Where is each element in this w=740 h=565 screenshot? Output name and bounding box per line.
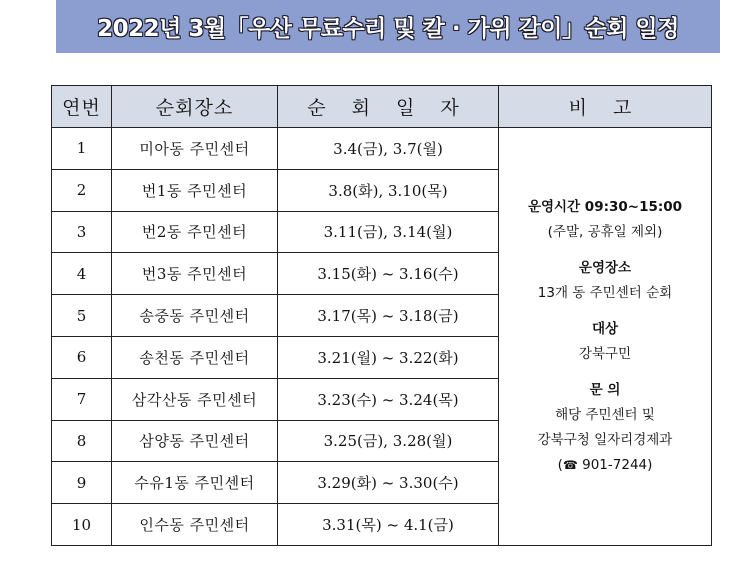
row-number: 8 [52, 420, 112, 462]
note-location-value: 13개 동 주민센터 순회 [537, 285, 673, 302]
header-date: 순 회 일 자 [278, 86, 499, 128]
row-place: 인수동 주민센터 [112, 504, 278, 546]
row-place: 번1동 주민센터 [112, 169, 278, 211]
page-title: 2022년 3월「우산 무료수리 및 칼 · 가위 갈이」순회 일정 [97, 16, 679, 42]
row-number: 5 [52, 295, 112, 337]
schedule-table [51, 85, 712, 546]
note-inquiry-line1: 해당 주민센터 및 [555, 406, 655, 423]
note-phone-number: 901-7244 [582, 456, 648, 473]
note-inquiry-line2: 강북구청 일자리경제과 [537, 431, 673, 448]
row-place: 수유1동 주민센터 [112, 462, 278, 504]
header-place: 순회장소 [112, 86, 278, 128]
row-date: 3.21(월) ~ 3.22(화) [278, 336, 499, 378]
row-number: 6 [52, 336, 112, 378]
header-note: 비 고 [499, 86, 712, 128]
row-number: 1 [52, 128, 112, 170]
row-place: 번2동 주민센터 [112, 211, 278, 253]
table-header-row [52, 86, 712, 128]
row-date: 3.29(화) ~ 3.30(수) [278, 462, 499, 504]
table-row [52, 128, 712, 170]
row-place: 삼양동 주민센터 [112, 420, 278, 462]
row-date: 3.4(금), 3.7(월) [278, 128, 499, 170]
row-place: 번3동 주민센터 [112, 253, 278, 295]
row-place: 송천동 주민센터 [112, 336, 278, 378]
note-cell [499, 128, 712, 546]
row-date: 3.17(목) ~ 3.18(금) [278, 295, 499, 337]
row-date: 3.11(금), 3.14(월) [278, 211, 499, 253]
row-number: 10 [52, 504, 112, 546]
row-place: 삼각산동 주민센터 [112, 378, 278, 420]
row-number: 4 [52, 253, 112, 295]
note-location-label: 운영장소 [578, 260, 632, 277]
telephone-icon: ☎ [562, 457, 578, 472]
row-number: 7 [52, 378, 112, 420]
row-number: 2 [52, 169, 112, 211]
row-date: 3.23(수) ~ 3.24(목) [278, 378, 499, 420]
row-date: 3.31(목) ~ 4.1(금) [278, 504, 499, 546]
note-hours-sub: (주말, 공휴일 제외) [547, 224, 663, 241]
note-target-value: 강북구민 [578, 345, 632, 362]
header-no: 연번 [52, 86, 112, 128]
note-hours: 운영시간 09:30~15:00 [527, 199, 683, 216]
note-inquiry-label: 문 의 [589, 381, 621, 398]
row-date: 3.15(화) ~ 3.16(수) [278, 253, 499, 295]
row-number: 3 [52, 211, 112, 253]
row-place: 미아동 주민센터 [112, 128, 278, 170]
title-banner [56, 0, 720, 53]
row-number: 9 [52, 462, 112, 504]
row-date: 3.25(금), 3.28(월) [278, 420, 499, 462]
note-phone: (☎ 901-7244) [557, 456, 653, 473]
row-date: 3.8(화), 3.10(목) [278, 169, 499, 211]
note-target-label: 대상 [591, 321, 619, 338]
row-place: 송중동 주민센터 [112, 295, 278, 337]
